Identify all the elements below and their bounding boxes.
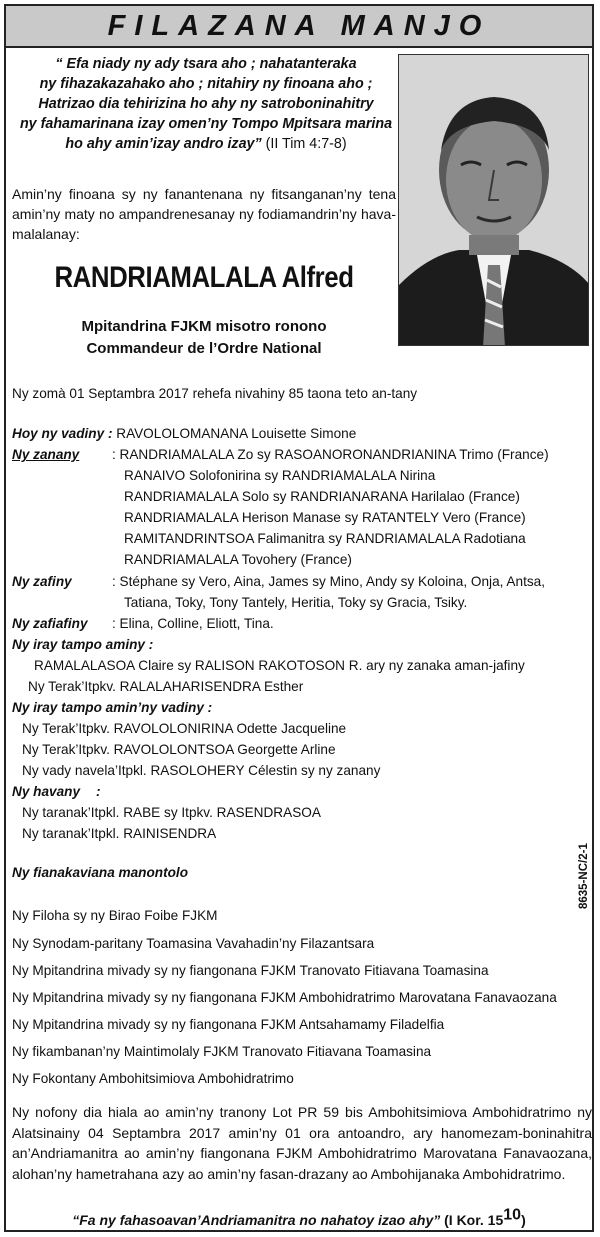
child-entry: RANDRIAMALALA Tovohery (France) <box>124 552 352 567</box>
quote-reference: (II Tim 4:7-8) <box>261 136 347 152</box>
quote-line: “ Efa niady ny ady tsara aho ; nahatanteraka <box>55 56 357 72</box>
relative-entry: Ny taranak’Itpkl. RAINISENDRA <box>22 826 217 841</box>
closing-verse-text: “Fa ny fahasoavan’Andriamanitra no nahatoy izao ahy” <box>72 1212 441 1228</box>
funeral-details: Ny nofony dia hiala ao amin’ny tranony Lot PR 59 bis Ambohitsimiova Ambohidratrimo ny Alatsinainy 04 Septambra 2017 amin’ny 01 ora antoandro, ary hanomezam-boninahitra an’Andriamanitra ao amin’ny fiangonana FJKM Ambohidratrimo Marovatana Fanavaozana, alohan’ny hametrahana azy ao amin’ny fasan-drazany ao Ambohijanaka Ambohidratrimo. <box>12 1104 592 1182</box>
header-title: FILAZANA MANJO <box>107 9 491 42</box>
grandchildren-row <box>12 572 592 593</box>
child-entry: : RANDRIAMALALA Zo sy RASOANORONANDRIANINA Trimo (France) <box>112 447 549 462</box>
institution-entry: Ny Mpitandrina mivady sy ny fiangonana FJKM Tranovato Fitiavana Toamasina <box>12 963 489 978</box>
grandchildren-list: Tatiana, Toky, Tony Tantely, Heritia, Toky sy Gracia, Tsiky. <box>124 595 468 610</box>
death-notice: Ny zomà 01 Septambra 2017 rehefa nivahiny 85 taona teto an-tany <box>12 386 418 401</box>
child-entry: RAMITANDRINTSOA Falimanitra sy RANDRIAMALALA Radotiana <box>124 531 526 546</box>
child-entry: RANAIVO Solofonirina sy RANDRIAMALALA Nirina <box>124 468 436 483</box>
closing-verse-superscript: 10 <box>503 1206 522 1224</box>
siblings-label: Ny iray tampo aminy : <box>12 637 154 652</box>
great-grandchildren-list: : Elina, Colline, Eliott, Tina. <box>112 616 274 631</box>
relative-entry: Ny taranak’Itpkl. RABE sy Itpkv. RASENDRASOA <box>22 805 321 820</box>
child-entry: RANDRIAMALALA Herison Manase sy RATANTELY Vero (France) <box>124 510 526 525</box>
whole-family-label: Ny fianakaviana manontolo <box>12 865 189 880</box>
bible-quote <box>16 54 396 154</box>
spouse-row <box>12 424 592 445</box>
relatives-colon: : <box>96 784 101 799</box>
closing-verse-close: ) <box>521 1212 526 1228</box>
portrait-photo <box>398 54 589 346</box>
children-label: Ny zanany <box>12 447 80 462</box>
great-grandchildren-row <box>12 614 592 635</box>
deceased-title: Mpitandrina FJKM misotro ronono <box>81 318 327 335</box>
institution-entry: Ny fikambanan’ny Maintimolaly FJKM Tranovato Fitiavana Toamasina <box>12 1044 432 1059</box>
grandchildren-list: : Stéphane sy Vero, Aina, James sy Mino, Andy sy Koloina, Onja, Antsa, <box>112 574 545 589</box>
spouse-sibling-entry: Ny vady navela’Itpkl. RASOLOHERY Célestin sy ny zanany <box>22 763 381 778</box>
spouse-label: Hoy ny vadiny : <box>12 426 113 441</box>
spouse-sibling-entry: Ny Terak’Itpkv. RAVOLOLONTSOA Georgette Arline <box>22 742 336 757</box>
institution-entry: Ny Mpitandrina mivady sy ny fiangonana FJKM Ambohidratrimo Marovatana Fanavaozana <box>12 990 557 1005</box>
intro-text: Amin’ny finoana sy ny fanantenana ny fitsanganan’ny tena amin’ny maty no ampandrenesanay ny fodiamandrin’ny hava-malalanay: <box>12 186 396 242</box>
side-reference <box>576 801 590 911</box>
sibling-entry: Ny Terak’Itpkv. RALALAHARISENDRA Esther <box>28 679 304 694</box>
quote-line: Hatrizao dia tehirizina ho ahy ny satroboninahitry <box>38 96 374 112</box>
side-reference-text: 8635-NC/2-1 <box>578 843 590 909</box>
relatives-label: Ny havany <box>12 784 81 799</box>
great-grandchildren-label: Ny zafiafiny <box>12 616 88 631</box>
header-banner <box>6 6 592 48</box>
deceased-distinction: Commandeur de l’Ordre National <box>86 340 322 357</box>
closing-verse <box>6 1206 592 1231</box>
institution-entry: Ny Mpitandrina mivady sy ny fiangonana FJKM Antsahamamy Filadelfia <box>12 1017 445 1032</box>
spouse-siblings-label: Ny iray tampo amin’ny vadiny : <box>12 700 213 715</box>
deceased-name: RANDRIAMALALA Alfred <box>54 261 354 294</box>
portrait-image <box>399 55 589 346</box>
sibling-entry: RAMALALASOA Claire sy RALISON RAKOTOSON R. ary ny zanaka aman-jafiny <box>34 658 525 673</box>
quote-line: ny fihazakazahako aho ; nitahiry ny finoana aho ; <box>39 76 373 92</box>
spouse-sibling-entry: Ny Terak’Itpkv. RAVOLOLONIRINA Odette Jacqueline <box>22 721 347 736</box>
relatives-row <box>12 782 592 803</box>
closing-verse-reference: (I Kor. 15 <box>440 1212 504 1228</box>
institution-entry: Ny Filoha sy ny Birao Foibe FJKM <box>12 908 218 923</box>
institution-entry: Ny Fokontany Ambohitsimiova Ambohidratrimo <box>12 1071 294 1086</box>
children-row <box>12 445 592 466</box>
institution-entry: Ny Synodam-paritany Toamasina Vavahadin’ny Filazantsara <box>12 936 375 951</box>
notice-frame <box>4 4 594 1232</box>
child-entry: RANDRIAMALALA Solo sy RANDRIANARANA Harilalao (France) <box>124 489 520 504</box>
spouse-name: RAVOLOLOMANANA Louisette Simone <box>112 426 357 441</box>
quote-line: ny fahamarinana izay omen’ny Tompo Mpitsara marina <box>19 116 393 132</box>
quote-line: ho ahy amin’izay andro izay” <box>65 136 262 152</box>
grandchildren-label: Ny zafiny <box>12 574 72 589</box>
